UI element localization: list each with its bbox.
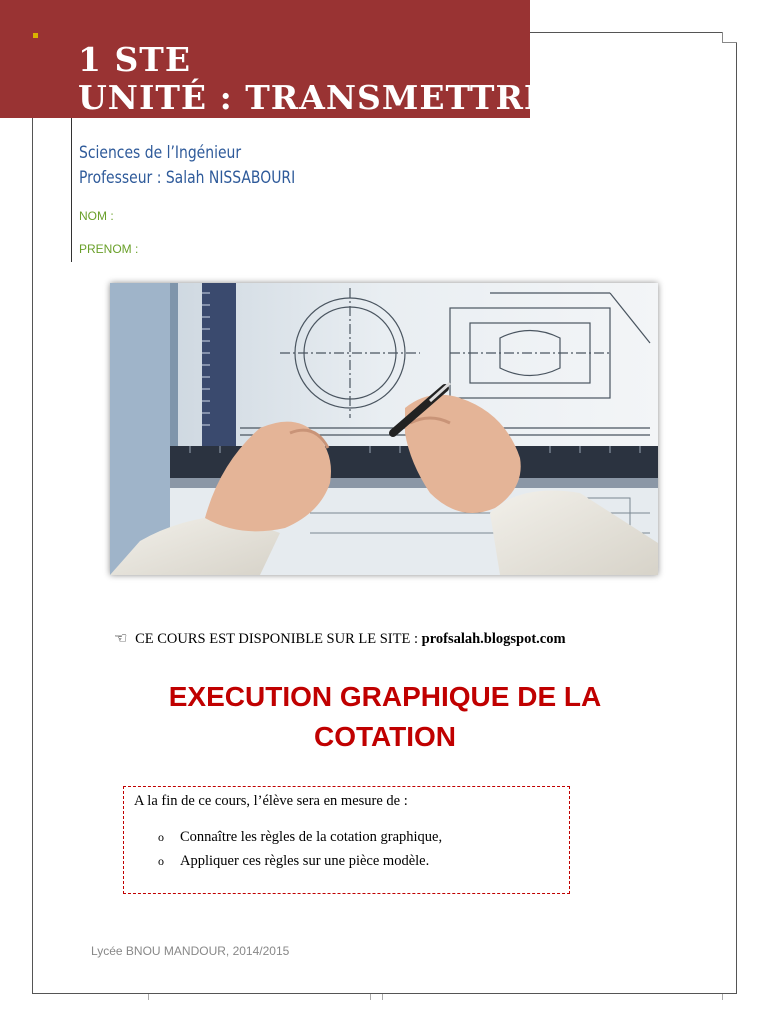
document-title-line2: COTATION xyxy=(313,721,457,752)
banner-class-level: 1 STE xyxy=(78,40,191,79)
objective-text: Appliquer ces règles sur une pièce modèle. xyxy=(180,853,430,869)
objective-text: Connaître les règles de la cotation graphique, xyxy=(180,829,443,845)
prenom-field-label: PRENOM : xyxy=(79,242,139,256)
document-title xyxy=(130,677,640,757)
nom-field-label: NOM : xyxy=(79,209,114,223)
margin-tick xyxy=(370,994,371,1000)
bullet-icon: o xyxy=(158,830,164,844)
document-title-line1: EXECUTION GRAPHIQUE DE LA xyxy=(168,681,602,712)
teacher-name: Professeur : Salah NISSABOURI xyxy=(79,168,296,188)
banner-unit-title: UNITÉ : TRANSMETTRE xyxy=(78,78,551,117)
anchor-marker-icon xyxy=(33,33,38,38)
list-item xyxy=(158,853,429,870)
technical-drawing-photo xyxy=(110,283,658,575)
objectives-intro: A la fin de ce cours, l’élève sera en mesure de : xyxy=(134,793,408,809)
margin-tick xyxy=(722,994,723,1000)
bullet-icon: o xyxy=(158,854,164,868)
site-availability-text: CE COURS EST DISPONIBLE SUR LE SITE : xyxy=(135,631,418,647)
page-corner-fold xyxy=(722,32,737,43)
left-divider xyxy=(71,118,72,262)
margin-tick xyxy=(382,994,383,1000)
pointing-hand-icon: ☜ xyxy=(114,631,128,647)
site-url-link[interactable]: profsalah.blogspot.com xyxy=(421,631,566,647)
learning-objectives-box xyxy=(123,786,570,894)
list-item xyxy=(158,829,442,846)
title-banner xyxy=(0,0,551,118)
course-subject: Sciences de l’Ingénieur xyxy=(79,143,242,163)
site-availability-line xyxy=(114,629,566,648)
margin-tick xyxy=(148,994,149,1000)
footer-school-year: Lycée BNOU MANDOUR, 2014/2015 xyxy=(91,944,290,958)
